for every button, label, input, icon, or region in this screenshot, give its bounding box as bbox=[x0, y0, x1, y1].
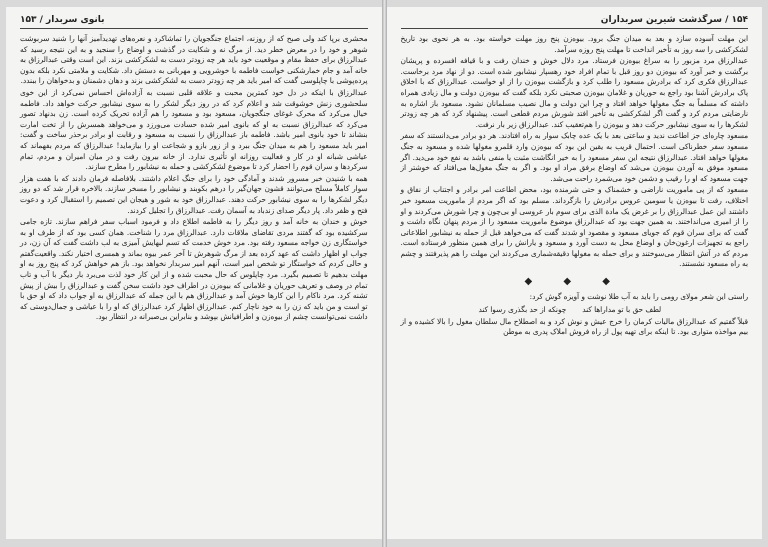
paragraph: همه با شنیدن خبر مسرور شدند و آمادگی خود را برای جنگ اعلام داشتند. بلافاصله فرمان دادند که با هفت هزار سوار کاملاً مسلح می‌توانند قشون جهان‌گیر را درهم بکوبند و نیشابور را مسخر سازند. بالاخره قرار شد که دو روز دیگر لشکرها را به سوی نیشابور حرکت دهند. عبدالرزاق خود به شور و هیجان این تصمیم را استقبال کرد و دعوت فتح و ظفر داد. پار دیگر صدای زندباد به آسمان رفت. عبدالرزاق را تجلیل کردند. bbox=[20, 173, 368, 215]
verse-hemistich: لطف حق با تو مداراها کند bbox=[582, 304, 662, 314]
paragraph: خوش و خندان به خانه آمد و روز دیگر را به فاطمه اطلاع داد و فرمود اسباب سفر فراهم سازند. تازه جامی سرکشیده بود که گفتند مردی تقاضای ملاقات دارد. عبدالرزاق مرد را شناخت. همان کسی بود که از طرف او به خواستگاری زن خواجه مسعود رفته بود. مرد خوش خدمت که تسم لبهایش آمیزی به لب داشت گفت که آن زن، در جواب او اظهار داشت که عهد کرده بعد از مرگ شوهرش تا آخر عمر بیوه بماند و همسری اختیار نکند. واقعیت‌گفتم و حالی کردم که خواستگار تو شخص امیر است، آنهم امیر سربدار نخواهد بود. باز هم خواهش کرد که پنج روز به او مهلت بدهیم تا تصمیم بگیرد. مرد چاپلوس که حال محبت شده و از این کار خود لذت می‌برد بار دیگر با آب و تاب تمام در وصف و تعریف حوریان و غلامانی که بیوه‌زن در اطراف خود داشت سخن گفت و عبدالرزاق را بیش از پیش تشنه کرد. مرد ناکام را این کارها خوش آمد و عبدالرزاق هم با این جمله که عبدالرزاق به او جواب داد که او حق با تو است و من باید که زن را به خود ناچار کنم. عبدالرزاق اظهار کرد عبدالرزاق که او را با عیاشی و جمال‌دوستی که داشت نمی‌توانست چشم از بیوه‌زن و اطرافیانش بپوشد و بنابراین بی‌صبرانه در انتظار بود. bbox=[20, 217, 368, 322]
closing-text bbox=[401, 317, 749, 338]
section-ornament: ◆ ◆ ◆ bbox=[524, 276, 624, 288]
right-page bbox=[387, 7, 763, 539]
paragraph: مسعود که از پی ماموریت ناراضی و خشمناک و حتی شرمنده بود، محض اطاعت امر برادر و اجتناب از نفاق و اختلاف، رفت تا بیوه‌زن یا سومین عروس برادرش را بازگرداند. مسلم بود که اگر مردم از ماموریت مسعود خبر داشتند این عمل عبدالرزاق را بر غرض یک مادة الذی برای سوم بار عروسی او بی‌چون و چرا شورش می‌کردند و او را از امیری می‌انداختند. به همین جهت بود که عبدالرزاق موضوع ماموریت مسعود را از مردم پنهان نگاه داشت و گفت که برای سران قوم که جویای مسعود و مقصود او شدند گفت که می‌خواهد قبل از حمله به نیشابور اطلاعاتی راجع به تجهیزات ارغون‌خان و اوضاع محل به دست آورد و مسعود و یارانش را برای همین منظور فرستاده است. مردم که در آتش انتظار می‌سوختند و برای حمله به مغولها دقیقه‌شماری می‌کردند این مهلت را هم پذیرفتند و چشم به راه مسعود نشستند. bbox=[400, 185, 748, 269]
paragraph: راستی این شعر مولای رومی را باید به آب طلا نوشت و آویزه گوش کرد: bbox=[529, 292, 748, 302]
right-running-head bbox=[401, 15, 749, 29]
paragraph: این مهلت آسوده سازد و بعد به میدان جنگ برود. بیوه‌زن پنج روز مهلت خواسته بود. به هر نحوی بود تاریخ لشکرکشی را سه روز به تأخیر انداخت تا مهلت پنج روزه سرآمد. bbox=[400, 34, 748, 54]
left-running-head-text: بانوی سربدار / ۱۵۳ bbox=[20, 15, 105, 25]
verse-couplet bbox=[401, 304, 749, 315]
paragraph: مسعود چاره‌ای جز اطاعت ندید و ساعتی بعد با یک عده چابک سوار به راه افتادند. هر دو برادر می‌دانستند که سفر مسعود سفر خطرناکی است. احتمال قریب به یقین این بود که بیوه‌زن وارد قلمرو مغولها شده و مسعود به جنگ مغولها خواهد افتاد. عبدالرزاق نتیجه این سفر مسعود را به خیر انگاشت مثبت یا منفی باشد به نفع خود می‌دید. اگر مسعود موفق به آوردن بیوه‌زن می‌شد که اوضاع برفق مراد او بود. و اگر به جنگ مغول‌ها می‌افتاد که خوشتر از جهت مسعود که او را رقیب و دشمن خود می‌شمرد راحت می‌شد. bbox=[400, 131, 748, 183]
left-running-head bbox=[20, 15, 368, 29]
paragraph: محشری برپا کند ولی صبح که از روزنه، اجتماع جنگجویان را تماشاکرد و نعره‌های تهدیدآمیز آنها را شنید سربوشت شوهر و خود را در معرض خطر دید. از مرگ نه و شکایت در گذشت و اوضاع را سنجید و به این نتیجه رسید که عبدالرزاق برای حفظ مقام و موقعیت خود باید هر چه زودتر دست به لشکرکشی بزند. این است وقتی عبدالرزاق به خانه آمد و جام خمارشکنی خواست فاطمه با خوشرویی و مهربانی به دستش داد. شکایت و ملامتی نکرد بلکه بدون پرده‌پوشی با چاپلوسی گفت که امیر باید هر چه زودتر دست به لشکرکشی بزند و دهان دشمنان و بدخواهان را ببندد. bbox=[20, 34, 368, 86]
left-page-text bbox=[20, 34, 368, 323]
paragraph: قبلاً گفتیم که عبدالرزاق مالیات کرمان را خرج عیش و نوش کرد و به اصطلاح مال سلطان مغول را بالا کشیده و از بیم مواخذه متواری بود. تا اینکه برای تهیه پول از راه فروش املاک پدری به موطن bbox=[400, 316, 748, 337]
paragraph: عبدالرزاق مرد مزبور را به سراغ بیوه‌زن فرستاد. مرد دلال خوش و خندان رفت و با قیافه افسرده و پریشان برگشت و خبر آورد که بیوه‌زن دو روز قبل با تمام افراد خود رهسپار نیشابور شده است. دو از نهاد مرد برخاست. عبدالرزاق فکری کرد که برادرش مسعود را طلب کرد و بازگشت بیوه‌زن را از او خواست. عبدالرزاق که با اخلاق پاک برادرش آشنا بود راجع به حوریان و غلامان بیوه‌زن صحبتی نکرد بلکه گفت که بیوه‌زن دولت و مال زیادی همراه داشته که مسلماً به جنگ مغولها خواهد افتاد و چرا این دولت و مال نصیب مسلمانان نشود. مسعود باز اشاره به نارضایتی مردم کرد و گفت اگر لشکرکشی به تأخیر افتد شورش مردم قطعی است. پیشنهاد کرد که هر چه زودتر لشکرها را به سوی نیشابور حرکت دهد و بیوه‌زن را هم‌تعقیب کند. عبدالرزاق زیر بار نرفت. bbox=[400, 56, 748, 129]
right-running-head-text: ۱۵۴ / سرگذشت شیرین سربداران bbox=[600, 15, 748, 25]
paragraph: عبدالرزاق با اینکه در دل خود کمترین محبت و علاقه قلبی نسبت به آزاده‌اش احساس نمی‌کرد از این خوی سلحشوری زنش خوشوقت شد و اعلام کرد که در روز دیگر لشکر را به سوی نیشابور حرکت خواهد داد. فاطمه خیال می‌کرد که محرک غوغای جنگجویان، مسعود بود و مسعود را هم آزاده تحریک کرده است. زن بدنهاد تصور می‌کرد که عبدالرزاق نسبت به او که بانوی امیر شده حسادت می‌ورزد و می‌خواهد همسرش را از تخت امارت بنشاند تا خود بانوی امیر باشد. فاطمه باز عبدالرزاق را نسبت به مسعود و رقابت او برادر برحذر ساخت و گفت: امیر باید مسعود را هم به میدان جنگ ببرد و از زور بازو و شجاعت او را بیازماید! عبدالرزاق که مردم بفهماند که عیاشی شبانه او در کار و فعالیت روزانه او تأثیری ندارد. از خانه بیرون رفت و در میان امیران و مردم، تمام سرکردها و سران قوم را احضار کرد تا موضوع لشکرکشی و حمله به نیشابور را مطرح سازند. bbox=[20, 87, 368, 172]
left-page bbox=[6, 7, 382, 539]
verse-intro bbox=[401, 292, 749, 303]
verse-hemistich: چونکه از حد بگذری رسوا کند bbox=[478, 304, 567, 314]
right-page-text bbox=[401, 34, 749, 270]
